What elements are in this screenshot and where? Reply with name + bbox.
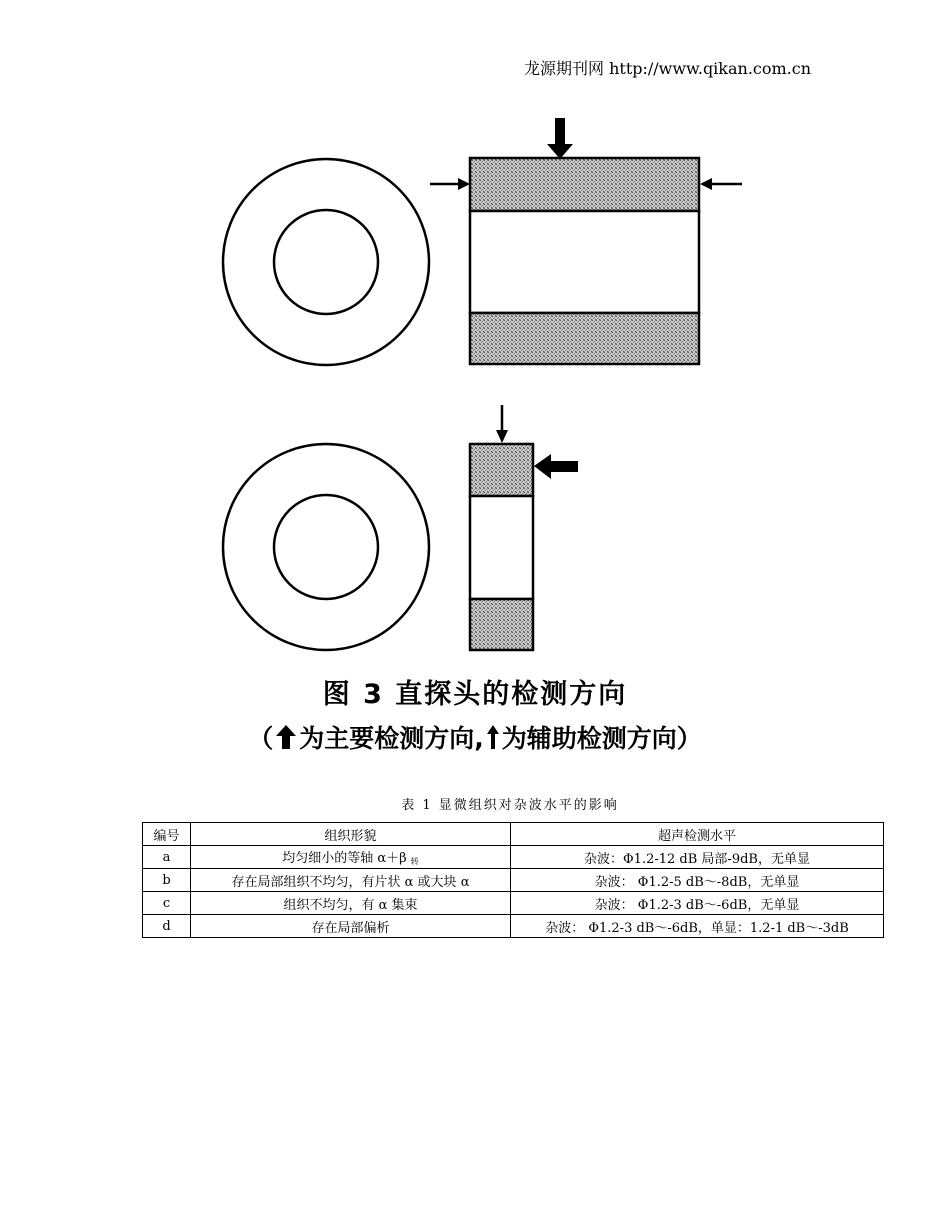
table-row: [143, 846, 884, 869]
main-direction-arrow-right: [534, 454, 578, 479]
aux-direction-arrow-top: [496, 405, 508, 443]
morphology-subscript: 转: [410, 857, 419, 866]
caption-main-direction-text: 为主要检测方向,: [299, 724, 484, 753]
column-header-morphology: 组织形貌: [191, 823, 511, 846]
cell-level: 杂波： Φ1.2-5 dB～-8dB，无单显: [511, 869, 884, 892]
figure-caption-legend: [0, 719, 950, 755]
column-header-level: 超声检测水平: [511, 823, 884, 846]
page-header: 龙源期刊网 http://www.qikan.com.cn: [524, 59, 812, 78]
cell-id: a: [143, 846, 191, 869]
bottom-ring-cross-section: [470, 444, 533, 650]
aux-arrow-legend-icon: [486, 724, 500, 750]
bottom-ring-end-view: [223, 444, 429, 650]
top-ring-end-view: [223, 159, 429, 365]
cell-id: b: [143, 869, 191, 892]
morphology-text: 均匀细小的等轴 α＋β: [282, 851, 407, 866]
microstructure-noise-table: [142, 822, 884, 938]
cell-level: 杂波： Φ1.2-3 dB～-6dB，无单显: [511, 892, 884, 915]
cell-id: d: [143, 915, 191, 938]
main-arrow-legend-icon: [275, 724, 297, 750]
table-row: [143, 869, 884, 892]
cell-morphology: 存在局部偏析: [191, 915, 511, 938]
cell-morphology: [191, 846, 511, 869]
caption-open-paren: （: [248, 724, 274, 753]
column-header-id: 编号: [143, 823, 191, 846]
table-row: [143, 892, 884, 915]
top-ring-cross-section: [470, 158, 699, 364]
caption-aux-direction-text: 为辅助检测方向）: [501, 724, 702, 753]
aux-direction-arrow-right: [700, 178, 742, 190]
cell-level: 杂波： Φ1.2-3 dB～-6dB，单显：1.2-1 dB～-3dB: [511, 915, 884, 938]
aux-direction-arrow-left: [430, 178, 470, 190]
figure-caption-title: 图 3 直探头的检测方向: [322, 679, 628, 710]
table-row: [143, 915, 884, 938]
cell-morphology: 组织不均匀，有 α 集束: [191, 892, 511, 915]
cell-level: 杂波：Φ1.2-12 dB 局部-9dB，无单显: [511, 846, 884, 869]
cell-id: c: [143, 892, 191, 915]
cell-morphology: 存在局部组织不均匀，有片状 α 或大块 α: [191, 869, 511, 892]
table-title: 表 1 显微组织对杂波水平的影响: [401, 798, 619, 813]
main-direction-arrow-top: [547, 118, 573, 159]
table-header-row: [143, 823, 884, 846]
